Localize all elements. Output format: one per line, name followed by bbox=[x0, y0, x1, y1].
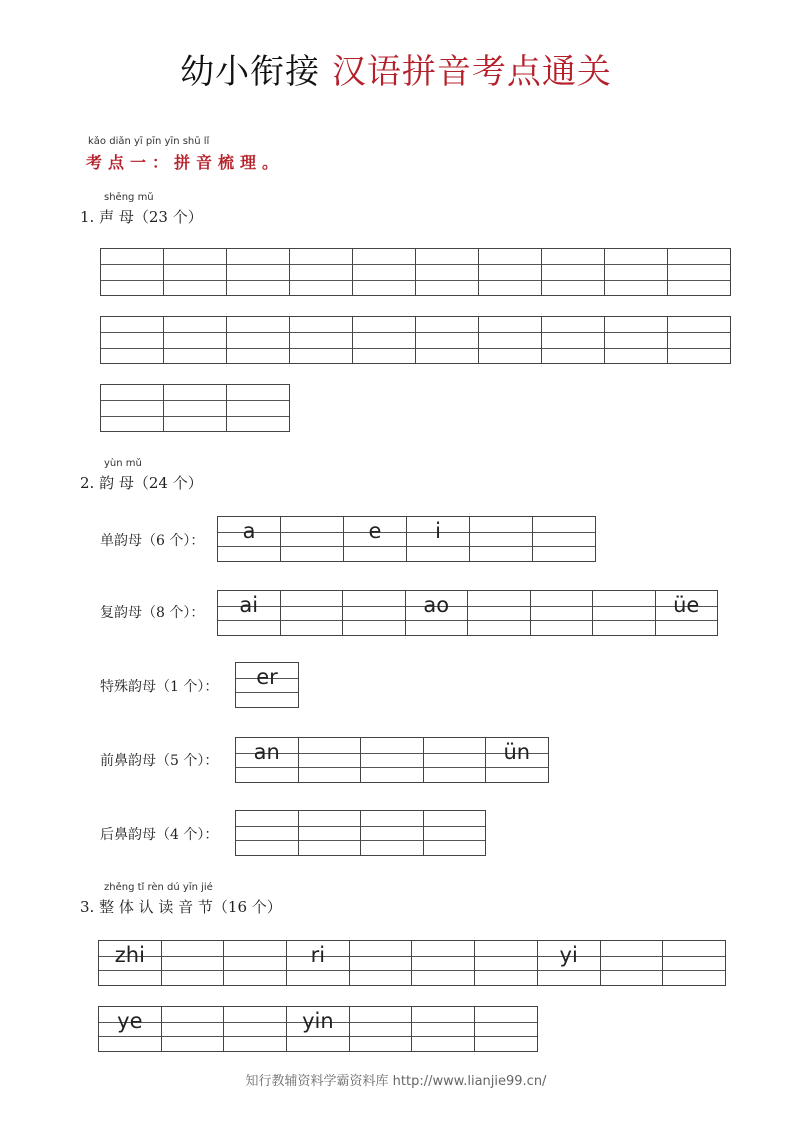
q3-pinyin: zhěng tǐ rèn dú yīn jié bbox=[104, 882, 213, 893]
cell-text: ai bbox=[239, 593, 259, 617]
writing-cell bbox=[344, 516, 407, 562]
writing-cell bbox=[656, 590, 719, 636]
writing-cell bbox=[593, 590, 656, 636]
writing-cell bbox=[416, 248, 479, 296]
teshu-grid bbox=[235, 662, 299, 708]
writing-cell bbox=[162, 1006, 225, 1052]
writing-cell bbox=[224, 940, 287, 986]
writing-cell bbox=[236, 662, 299, 708]
title-red: 汉语拼音考点通关 bbox=[331, 52, 612, 92]
houbi-grid bbox=[235, 810, 486, 856]
writing-cell bbox=[164, 316, 227, 364]
cell-text: ao bbox=[423, 593, 450, 617]
writing-cell bbox=[236, 737, 299, 783]
writing-cell bbox=[281, 516, 344, 562]
writing-cell bbox=[343, 590, 406, 636]
cell-text: i bbox=[435, 519, 441, 543]
cell-text: ye bbox=[117, 1009, 143, 1033]
writing-cell bbox=[101, 384, 164, 432]
q2-pinyin: yùn mǔ bbox=[104, 458, 142, 469]
writing-cell bbox=[486, 737, 549, 783]
cell-text: a bbox=[242, 519, 256, 543]
section-title: 考点一：拼音梳理。 bbox=[86, 153, 285, 172]
writing-cell bbox=[164, 384, 227, 432]
writing-cell bbox=[353, 248, 416, 296]
fuyunmu-label: 复韵母（8 个）： bbox=[100, 605, 205, 621]
writing-cell bbox=[101, 316, 164, 364]
shengmu-grid-row2 bbox=[100, 316, 731, 364]
qianbi-label: 前鼻韵母（5 个）： bbox=[100, 753, 219, 769]
writing-cell bbox=[350, 1006, 413, 1052]
writing-cell bbox=[361, 737, 424, 783]
writing-cell bbox=[227, 316, 290, 364]
writing-cell bbox=[218, 590, 281, 636]
writing-cell bbox=[236, 810, 299, 856]
writing-cell bbox=[227, 384, 290, 432]
zhengti-grid-row2 bbox=[98, 1006, 538, 1052]
writing-cell bbox=[475, 1006, 538, 1052]
writing-cell bbox=[361, 810, 424, 856]
writing-cell bbox=[468, 590, 531, 636]
writing-cell bbox=[479, 248, 542, 296]
fuyunmu-grid bbox=[217, 590, 718, 636]
footer-watermark: 知行教辅资料学霸资料库 http://www.lianjie99.cn/ bbox=[245, 1074, 547, 1089]
writing-cell bbox=[164, 248, 227, 296]
writing-cell bbox=[287, 1006, 350, 1052]
writing-cell bbox=[101, 248, 164, 296]
writing-cell bbox=[224, 1006, 287, 1052]
writing-cell bbox=[299, 737, 362, 783]
houbi-label: 后鼻韵母（4 个）： bbox=[100, 827, 219, 843]
writing-cell bbox=[407, 516, 470, 562]
writing-cell bbox=[538, 940, 601, 986]
writing-cell bbox=[99, 1006, 162, 1052]
q3-heading: 3. 整 体 认 读 音 节（16 个） bbox=[80, 898, 282, 916]
writing-cell bbox=[412, 1006, 475, 1052]
cell-text: er bbox=[256, 665, 278, 689]
writing-cell bbox=[162, 940, 225, 986]
q1-heading: 1. 声 母（23 个） bbox=[80, 208, 203, 226]
writing-cell bbox=[663, 940, 726, 986]
cell-text: e bbox=[368, 519, 382, 543]
writing-cell bbox=[281, 590, 344, 636]
shengmu-grid-row1 bbox=[100, 248, 731, 296]
q2-heading: 2. 韵 母（24 个） bbox=[80, 474, 203, 492]
writing-cell bbox=[475, 940, 538, 986]
writing-cell bbox=[353, 316, 416, 364]
writing-cell bbox=[531, 590, 594, 636]
writing-cell bbox=[533, 516, 596, 562]
cell-text: an bbox=[253, 740, 280, 764]
writing-cell bbox=[542, 316, 605, 364]
writing-cell bbox=[406, 590, 469, 636]
writing-cell bbox=[218, 516, 281, 562]
writing-cell bbox=[412, 940, 475, 986]
zhengti-grid-row1 bbox=[98, 940, 726, 986]
q1-pinyin: shēng mǔ bbox=[104, 192, 154, 203]
writing-cell bbox=[470, 516, 533, 562]
cell-text: zhi bbox=[114, 943, 145, 967]
writing-cell bbox=[542, 248, 605, 296]
danyunmu-label: 单韵母（6 个）： bbox=[100, 533, 205, 549]
cell-text: yin bbox=[302, 1009, 334, 1033]
writing-cell bbox=[668, 248, 731, 296]
shengmu-grid-row3 bbox=[100, 384, 290, 432]
writing-cell bbox=[479, 316, 542, 364]
page-title bbox=[0, 44, 792, 93]
writing-cell bbox=[424, 810, 487, 856]
cell-text: üe bbox=[673, 593, 700, 617]
section-pinyin: kǎo diǎn yī pīn yīn shū lǐ bbox=[88, 136, 210, 147]
writing-cell bbox=[601, 940, 664, 986]
writing-cell bbox=[350, 940, 413, 986]
cell-text: ri bbox=[310, 943, 326, 967]
cell-text: ün bbox=[503, 740, 531, 764]
writing-cell bbox=[299, 810, 362, 856]
writing-cell bbox=[99, 940, 162, 986]
writing-cell bbox=[290, 316, 353, 364]
writing-cell bbox=[227, 248, 290, 296]
writing-cell bbox=[424, 737, 487, 783]
teshu-label: 特殊韵母（1 个）： bbox=[100, 679, 219, 695]
writing-cell bbox=[668, 316, 731, 364]
qianbi-grid bbox=[235, 737, 549, 783]
writing-cell bbox=[290, 248, 353, 296]
writing-cell bbox=[416, 316, 479, 364]
writing-cell bbox=[605, 248, 668, 296]
cell-text: yi bbox=[559, 943, 578, 967]
title-black: 幼小衔接 bbox=[180, 52, 321, 92]
writing-cell bbox=[287, 940, 350, 986]
danyunmu-grid bbox=[217, 516, 596, 562]
writing-cell bbox=[605, 316, 668, 364]
